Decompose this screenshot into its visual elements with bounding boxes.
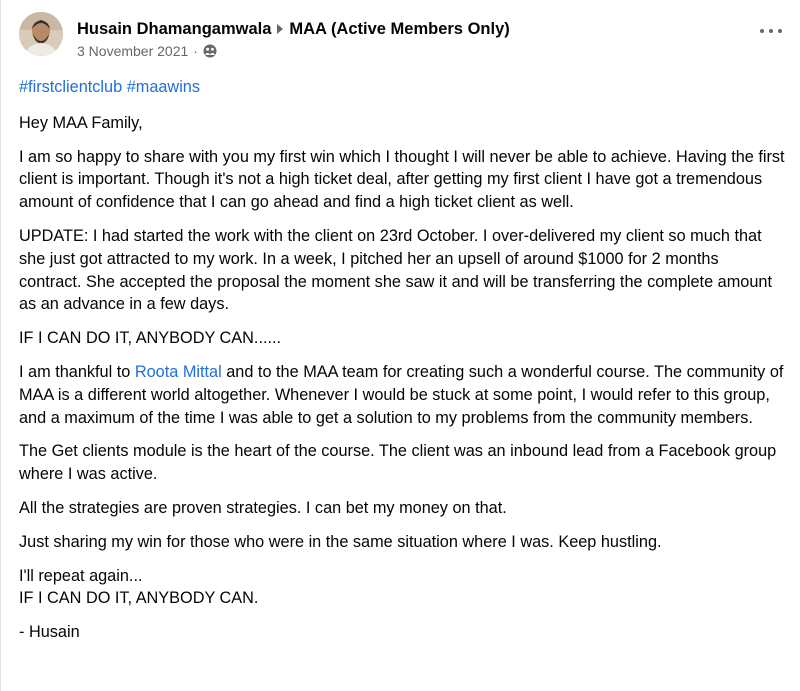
paragraph-6: All the strategies are proven strategies. I can bet my money on that. (19, 498, 507, 517)
signoff: - Husain (19, 623, 80, 642)
post-title-line (77, 19, 510, 39)
author-name[interactable]: Husain Dhamangamwala (77, 20, 272, 38)
mention-link[interactable]: Roota Mittal (134, 362, 222, 381)
paragraph-2: UPDATE: I had started the work with the client on 23rd October. I over-delivered my client so much that she just got attracted to my work. In a week, I pitched her an upsell of around $1000 for 2 months contract. She accepted the proposal the moment she saw it and will be transferring the complete amount as an advance in a few days. (19, 226, 772, 314)
members-icon (203, 44, 217, 58)
paragraph-4 (19, 361, 785, 429)
post-header (19, 12, 782, 62)
paragraph-8 (19, 565, 785, 611)
more-dot (778, 29, 782, 33)
post-date[interactable]: 3 November 2021 (77, 43, 189, 59)
paragraph-1: I am so happy to share with you my first win which I thought I will never be able to achieve. Having the first client is important. Though it's not a high ticket deal, after getting my first client I have got a tremendous amount of confidence that I can go ahead and find a high ticket client as well. (19, 147, 785, 212)
paragraph-4-end: and to the MAA team for creating such a wonderful course. The community of MAA is a different world altogether. Whenever I would be stuck at some point, I would refer to this group, and a maximum of the time I was able to get a solution to my problems from the community members. (19, 362, 784, 427)
paragraph-7: Just sharing my win for those who were in the same situation where I was. Keep hustling. (19, 532, 662, 551)
paragraph-8-line-2: IF I CAN DO IT, ANYBODY CAN. (19, 589, 259, 608)
post-body (19, 76, 785, 655)
post-subline (77, 42, 510, 60)
hashtags (19, 76, 785, 99)
paragraph-3: IF I CAN DO IT, ANYBODY CAN...... (19, 329, 282, 348)
paragraph-5: The Get clients module is the heart of the course. The client was an inbound lead from a Facebook group where I was active. (19, 442, 777, 484)
group-name[interactable]: MAA (Active Members Only) (289, 20, 510, 38)
separator: · (193, 43, 198, 59)
more-options-icon[interactable] (760, 24, 782, 38)
more-dot (760, 29, 764, 33)
avatar[interactable] (19, 12, 63, 56)
hashtag-maawins[interactable]: #maawins (126, 78, 201, 96)
hashtag-firstclientclub[interactable]: #firstclientclub (19, 78, 123, 96)
greeting-paragraph: Hey MAA Family, (19, 113, 143, 132)
post-meta (77, 12, 510, 60)
more-dot (769, 29, 773, 33)
right-arrow-icon (277, 24, 283, 34)
paragraph-8-line-1: I'll repeat again... (19, 566, 143, 585)
paragraph-4-start: I am thankful to (19, 362, 135, 381)
